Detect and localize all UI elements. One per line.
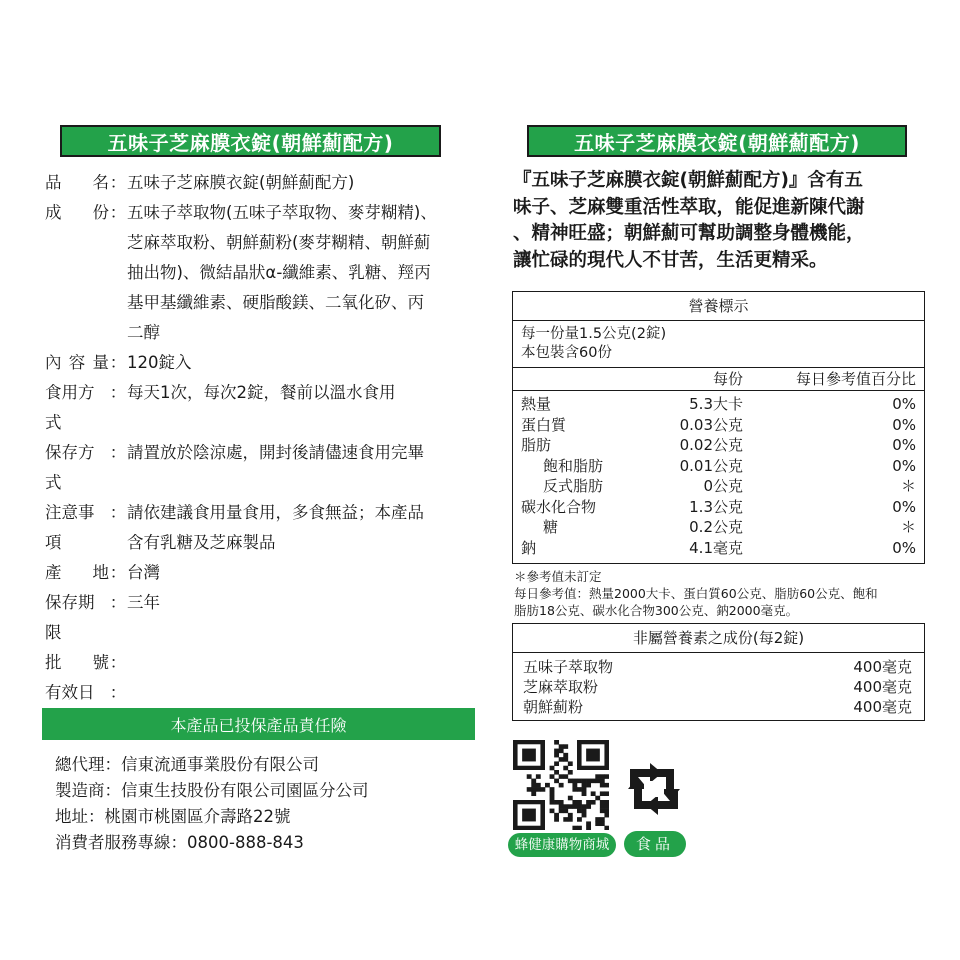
nutrient-name: 糖 [543,518,559,536]
spec-value [127,438,483,498]
spec-label-char: 食用方式 [45,383,95,432]
spec-label-char: 容 [68,353,86,372]
nutrition-note-line: 每日參考值：熱量2000大卡、蛋白質60公克、脂肪60公克、飽和 [514,586,878,601]
nutrition-row [513,517,924,538]
spec-value-line: 120錠入 [127,353,192,372]
spec-label-char: 號 [92,653,109,672]
serving-size: 每一份量1.5公克(2錠) [521,326,667,342]
nutrient-amount: 5.3大卡 [689,395,743,413]
nutrition-row [513,435,924,456]
ingredient-amount: 400毫克 [853,678,912,696]
food-badge: 食品 [624,831,686,857]
spec-value-line: 五味子芝麻膜衣錠(朝鮮薊配方) [127,173,355,192]
nutrient-amount: 0.2公克 [689,518,743,536]
spec-label [45,498,109,558]
nutrition-note-line: 脂肪18公克、碳水化合物300公克、鈉2000毫克。 [514,603,799,618]
spec-row: 注意事項 ： 請依建議食用量食用，多食無益；本產品 含有乳糖及芝麻製品 [45,498,485,558]
nutrient-amount: 0.02公克 [679,436,743,454]
company-info-line: 消費者服務專線：0800-888-843 [55,833,304,852]
spec-value [127,588,483,648]
nutrient-daily-value: 0% [892,415,916,434]
nutrition-header-row [513,368,924,391]
spec-row: 內 容 量 ： 120錠入 [45,348,485,378]
spec-label [45,348,109,378]
nutrient-daily-value: ＊ [900,477,916,495]
non-nutrient-table [512,623,925,721]
spec-row: 批 號 ： [45,648,485,678]
spec-row: 保存期限 ： 三年 [45,588,485,648]
spec-label [45,168,109,198]
nutrient-amount: 4.1毫克 [689,538,743,557]
spec-value [127,348,483,378]
nutrition-row [513,476,924,497]
nutrient-amount: 0.01公克 [679,456,743,475]
recycle-icon [620,755,688,823]
spec-label-char: 名 [92,173,109,192]
nutrient-daily-value: 0% [892,497,916,516]
company-info-line: 地址：桃園市桃園區介壽路22號 [55,807,291,826]
nutrition-title: 營養標示 [513,292,924,321]
non-nutrient-rows [513,653,924,717]
nutrient-amount: 0.03公克 [679,415,743,434]
spec-value [127,498,483,558]
intro-line: 讓忙碌的現代人不甘苦，生活更精采。 [513,249,828,271]
spec-label-char: 品 [45,173,62,192]
ingredient-amount: 400毫克 [853,658,912,676]
intro-line: 『五味子芝麻膜衣錠(朝鮮薊配方)』含有五 [513,170,863,191]
col-per-serving: 每份 [712,370,743,388]
company-info-list [55,752,369,856]
spec-label [45,198,109,348]
right-product-title: 五味子芝麻膜衣錠(朝鮮薊配方) [527,125,907,157]
spec-label-char: 注意事項 [45,503,95,552]
servings-per-package: 本包裝含60份 [521,345,612,361]
nutrient-daily-value: 0% [892,538,916,557]
spec-value-line [127,648,483,678]
spec-row: 成 份 ： 五味子萃取物(五味子萃取物、麥芽糊精)、 芝麻萃取粉、朝鮮薊粉(麥芽糊精、朝鮮薊 抽出物)、微結晶狀α-纖維素、乳糖、羥丙 基甲基纖維素、硬脂酸鎂、二氧化矽、丙 二醇 [45,198,485,348]
nutrient-name: 熱量 [521,395,552,413]
nutrient-name: 脂肪 [521,436,552,454]
spec-label-char: 有效日 [45,683,95,702]
nutrition-row [513,456,924,477]
spec-value-line: 含有乳糖及芝麻製品 [127,533,276,552]
nutrient-amount: 1.3公克 [689,497,743,516]
col-daily-value: 每日參考值百分比 [795,370,916,388]
nutrition-rows [513,391,924,558]
shop-name-badge: 蜂健康購物商城 [508,833,616,857]
spec-label-char: 內 [45,353,62,372]
spec-row: 產 地 ： 台灣 [45,558,485,588]
qr-code-icon[interactable] [513,740,609,830]
nutrient-name: 飽和脂肪 [543,456,604,475]
left-product-title: 五味子芝麻膜衣錠(朝鮮薊配方) [60,125,441,157]
spec-label-char: 量 [92,353,109,372]
spec-label [45,378,109,438]
nutrition-row [513,538,924,559]
spec-label-char: 地 [92,563,109,582]
nutrient-name: 蛋白質 [521,415,567,434]
spec-value-line: 三年 [127,593,160,612]
spec-value-line: 抽出物)、微結晶狀α-纖維素、乳糖、羥丙 [127,263,431,282]
spec-label-char: 保存方式 [45,443,95,492]
nutrition-row [513,415,924,436]
nutrient-amount: 0公克 [703,477,743,495]
spec-label [45,588,109,648]
spec-value-line: 芝麻萃取粉、朝鮮薊粉(麥芽糊精、朝鮮薊 [127,233,431,252]
nutrition-row [513,497,924,518]
nutrient-daily-value: 0% [892,436,916,454]
liability-insurance-banner: 本產品已投保產品責任險 [42,708,475,740]
spec-value-line: 台灣 [127,563,160,582]
spec-label-char: 份 [92,203,109,222]
spec-row: 品 名 ： 五味子芝麻膜衣錠(朝鮮薊配方) [45,168,485,198]
spec-label-char: 保存期限 [45,593,95,642]
ingredient-name: 芝麻萃取粉 [523,678,599,696]
spec-value-line: 基甲基纖維素、硬脂酸鎂、二氧化矽、丙 [127,293,424,312]
ingredient-name: 五味子萃取物 [523,658,614,676]
spec-value [127,198,483,348]
non-nutrient-title: 非屬營養素之成份(每2錠) [513,624,924,653]
non-nutrient-row [513,677,924,697]
spec-value [127,168,483,198]
spec-value-line: 請依建議食用量食用，多食無益；本產品 [127,503,424,522]
ingredient-name: 朝鮮薊粉 [523,698,584,716]
spec-value [127,648,483,678]
product-intro [513,168,923,274]
product-spec-list [45,168,485,738]
spec-value-line [127,678,483,708]
spec-label-char: 成 [45,203,62,222]
nutrient-name: 鈉 [521,538,537,557]
nutrient-daily-value: ＊ [900,518,916,536]
spec-label-char: 產 [45,563,62,582]
non-nutrient-row [513,697,924,717]
spec-value-line: 每天1次，每次2錠，餐前以溫水食用 [127,383,396,402]
nutrition-facts-table [512,291,925,564]
nutrition-notes [514,568,929,619]
spec-row: 有效日 ： [45,678,485,738]
spec-row: 保存方式 ： 請置放於陰涼處，開封後請儘速食用完畢 [45,438,485,498]
spec-value [127,378,483,438]
spec-value-line: 二醇 [127,323,160,342]
company-info-line: 製造商：信東生技股份有限公司園區分公司 [55,781,369,800]
intro-line: 、精神旺盛；朝鮮薊可幫助調整身體機能， [513,223,865,244]
nutrition-row [513,394,924,415]
nutrient-name: 反式脂肪 [543,477,604,495]
intro-line: 味子、芝麻雙重活性萃取，能促進新陳代謝 [513,196,865,218]
spec-row: 食用方式 ： 每天1次，每次2錠，餐前以溫水食用 [45,378,485,438]
nutrition-serving-info [513,321,924,368]
non-nutrient-row [513,657,924,677]
spec-label [45,558,109,588]
nutrient-daily-value: 0% [892,395,916,413]
ingredient-amount: 400毫克 [853,698,912,716]
nutrient-name: 碳水化合物 [521,497,597,516]
spec-value-line: 請置放於陰涼處，開封後請儘速食用完畢 [127,443,424,462]
spec-label-char: 批 [45,653,62,672]
nutrition-note-line: ＊參考值未訂定 [514,569,602,584]
spec-value-line: 五味子萃取物(五味子萃取物、麥芽糊精)、 [127,203,437,222]
company-info-line: 總代理：信東流通事業股份有限公司 [55,755,319,774]
spec-label [45,438,109,498]
nutrient-daily-value: 0% [892,456,916,475]
spec-value [127,558,483,588]
spec-label [45,648,109,678]
